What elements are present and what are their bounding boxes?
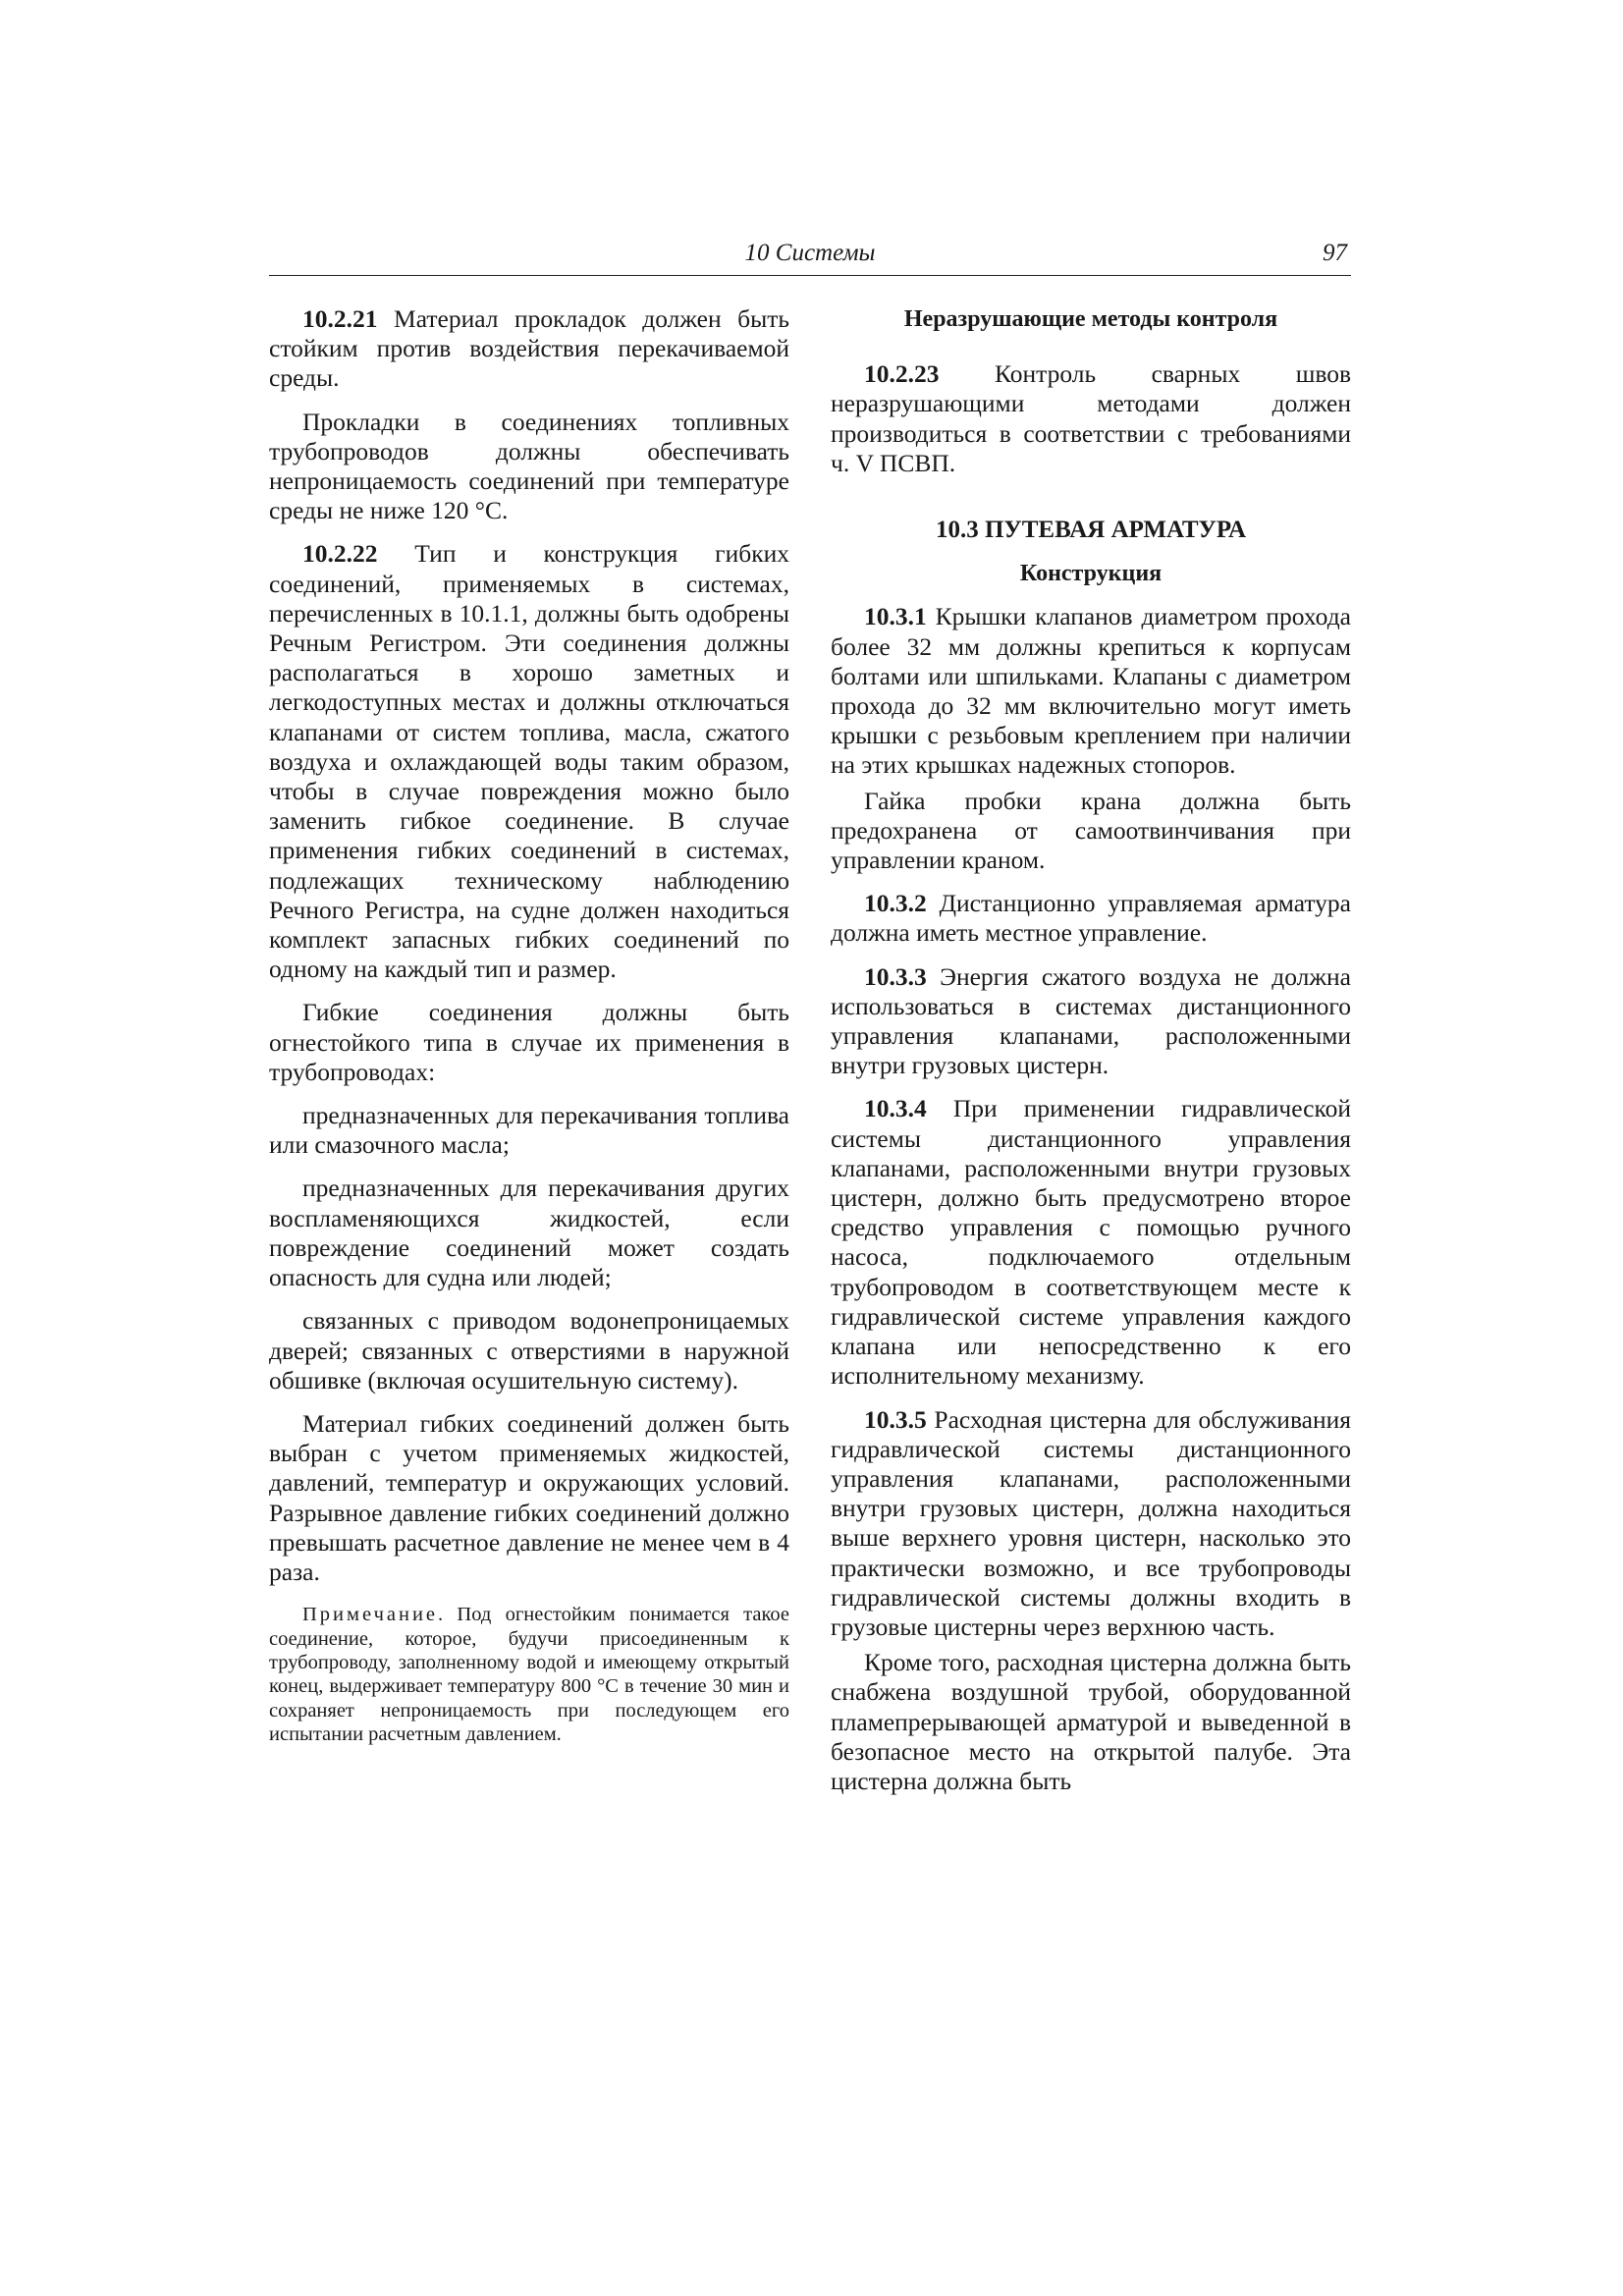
paragraph-10-2-23 <box>831 359 1351 478</box>
note-label: Примечание <box>302 1604 439 1626</box>
clause-number: 10.2.22 <box>302 539 378 569</box>
paragraph-10-3-2 <box>831 889 1351 948</box>
note-text: . Под огнестойким понимается такое соединение, которое, будучи присоединенным к трубопроводу, заполненному водой и имеющему открытый конец, выдерживает температуру 800 °С в течение 30 мин и сохраняет непроницаемость при последующем его испытании расчетным давлением. <box>269 1604 789 1746</box>
paragraph-10-2-22 <box>269 539 789 984</box>
clause-text: Дистанционно управляемая арматура должна иметь местное управление. <box>831 889 1351 948</box>
clause-number: 10.2.23 <box>864 359 940 389</box>
clause-number: 10.3.2 <box>864 889 927 918</box>
clause-text: При применении гидравлической системы дистанционного управления клапанами, расположенными внутри грузовых цистерн, должно быть предусмотрено второе средство управления с помощью ручного насоса, подключаемого отдельным трубопроводом в соответствующем месте к гидравлической системе управления каждого клапана или непосредственно к его исполнительному механизму. <box>831 1094 1351 1391</box>
clause-number: 10.2.21 <box>302 304 378 333</box>
clause-number: 10.3.3 <box>864 961 927 991</box>
paragraph-10-3-3 <box>831 962 1351 1081</box>
running-title: 10 Системы <box>744 240 876 266</box>
subheading-ndt: Неразрушающие методы контроля <box>903 306 1278 332</box>
right-column <box>831 304 1351 1796</box>
clause-text: Крышки клапанов диаметром прохода более 32 мм должны крепиться к корпусам болтами или шпильками. Клапаны с диаметром прохода до 32 мм включительно могут иметь крышки с резьбовым креплением при наличии на этих крышках надежных стопоров. <box>831 602 1351 780</box>
paragraph-fire-resistant: Гибкие соединения должны быть огнестойкого типа в случае их применения в трубопроводах: <box>269 998 789 1086</box>
list-item-flammable-liquids: предназначенных для перекачивания других воспламеняющихся жидкостей, если повреждение соединений может создать опасность для судна или людей; <box>269 1174 789 1292</box>
page-header <box>269 240 1351 276</box>
clause-text: Тип и конструкция гибких соединений, применяемых в системах, перечисленных в 10.1.1, должны быть одобрены Речным Регистром. Эти соединения должны располагаться в хорошо заметных и легкодоступных местах и должны отключаться клапанами от систем топлива, масла, сжатого воздуха и охлаждающей воды таким образом, чтобы в случае повреждения можно было заменить гибкое соединение. В случае применения гибких соединений в системах, подлежащих техническому наблюдению Речного Регистра, на судне должен находиться комплект запасных гибких соединений по одному на каждый тип и размер. <box>269 539 789 984</box>
list-item-watertight-doors: связанных с приводом водонепроницаемых дверей; связанных с отверстиями в наружной обшивке (включая осушительную систему). <box>269 1306 789 1394</box>
paragraph-10-3-5 <box>831 1405 1351 1643</box>
paragraph-10-3-1 <box>831 602 1351 780</box>
paragraph-10-3-4 <box>831 1094 1351 1391</box>
paragraph-supply-tank: Кроме того, расходная цистерна должна быть снабжена воздушной трубой, оборудованной пламепрерывающей арматурой и выведенной в безопасное место на открытой палубе. Эта цистерна должна быть <box>831 1648 1351 1795</box>
clause-number: 10.3.1 <box>864 602 927 631</box>
clause-text: Энергия сжатого воздуха не должна использоваться в системах дистанционного управления клапанами, расположенными внутри грузовых цистерн. <box>831 961 1351 1080</box>
subheading-construction: Конструкция <box>1019 561 1163 587</box>
clause-number: 10.3.4 <box>864 1094 927 1123</box>
clause-text: Расходная цистерна для обслуживания гидравлической системы дистанционного управления клапанами, расположенными внутри грузовых цистерн, должна находиться выше верхнего уровня цистерн, насколько это практически возможно, и все трубопроводы гидравлической системы должны входить в грузовые цистерны через верхнюю часть. <box>831 1404 1351 1641</box>
paragraph-gaskets-fuel: Прокладки в соединениях топливных трубопроводов должны обеспечивать непроницаемость соединений при температуре среды не ниже 120 °С. <box>269 407 789 525</box>
clause-number: 10.3.5 <box>864 1404 927 1434</box>
clause-text: Материал прокладок должен быть стойким против воздействия перекачиваемой среды. <box>269 304 789 393</box>
section-heading-10-3: 10.3 ПУТЕВАЯ АРМАТУРА <box>935 517 1247 544</box>
paragraph-plug-nut: Гайка пробки крана должна быть предохранена от самоотвинчивания при управлении краном. <box>831 786 1351 875</box>
clause-text: Контроль сварных швов неразрушающими методами должен производиться в соответствии с требованиями ч. V ПСВП. <box>831 359 1351 477</box>
note-paragraph <box>269 1603 789 1746</box>
paragraph-material-selection: Материал гибких соединений должен быть выбран с учетом применяемых жидкостей, давлений, температур и окружающих условий. Разрывное давление гибких соединений должно превышать расчетное давление не менее чем в 4 раза. <box>269 1408 789 1586</box>
left-column <box>269 304 789 1747</box>
paragraph-10-2-21 <box>269 304 789 394</box>
list-item-fuel-oil: предназначенных для перекачивания топлива или смазочного масла; <box>269 1101 789 1160</box>
page-number: 97 <box>1323 240 1347 266</box>
